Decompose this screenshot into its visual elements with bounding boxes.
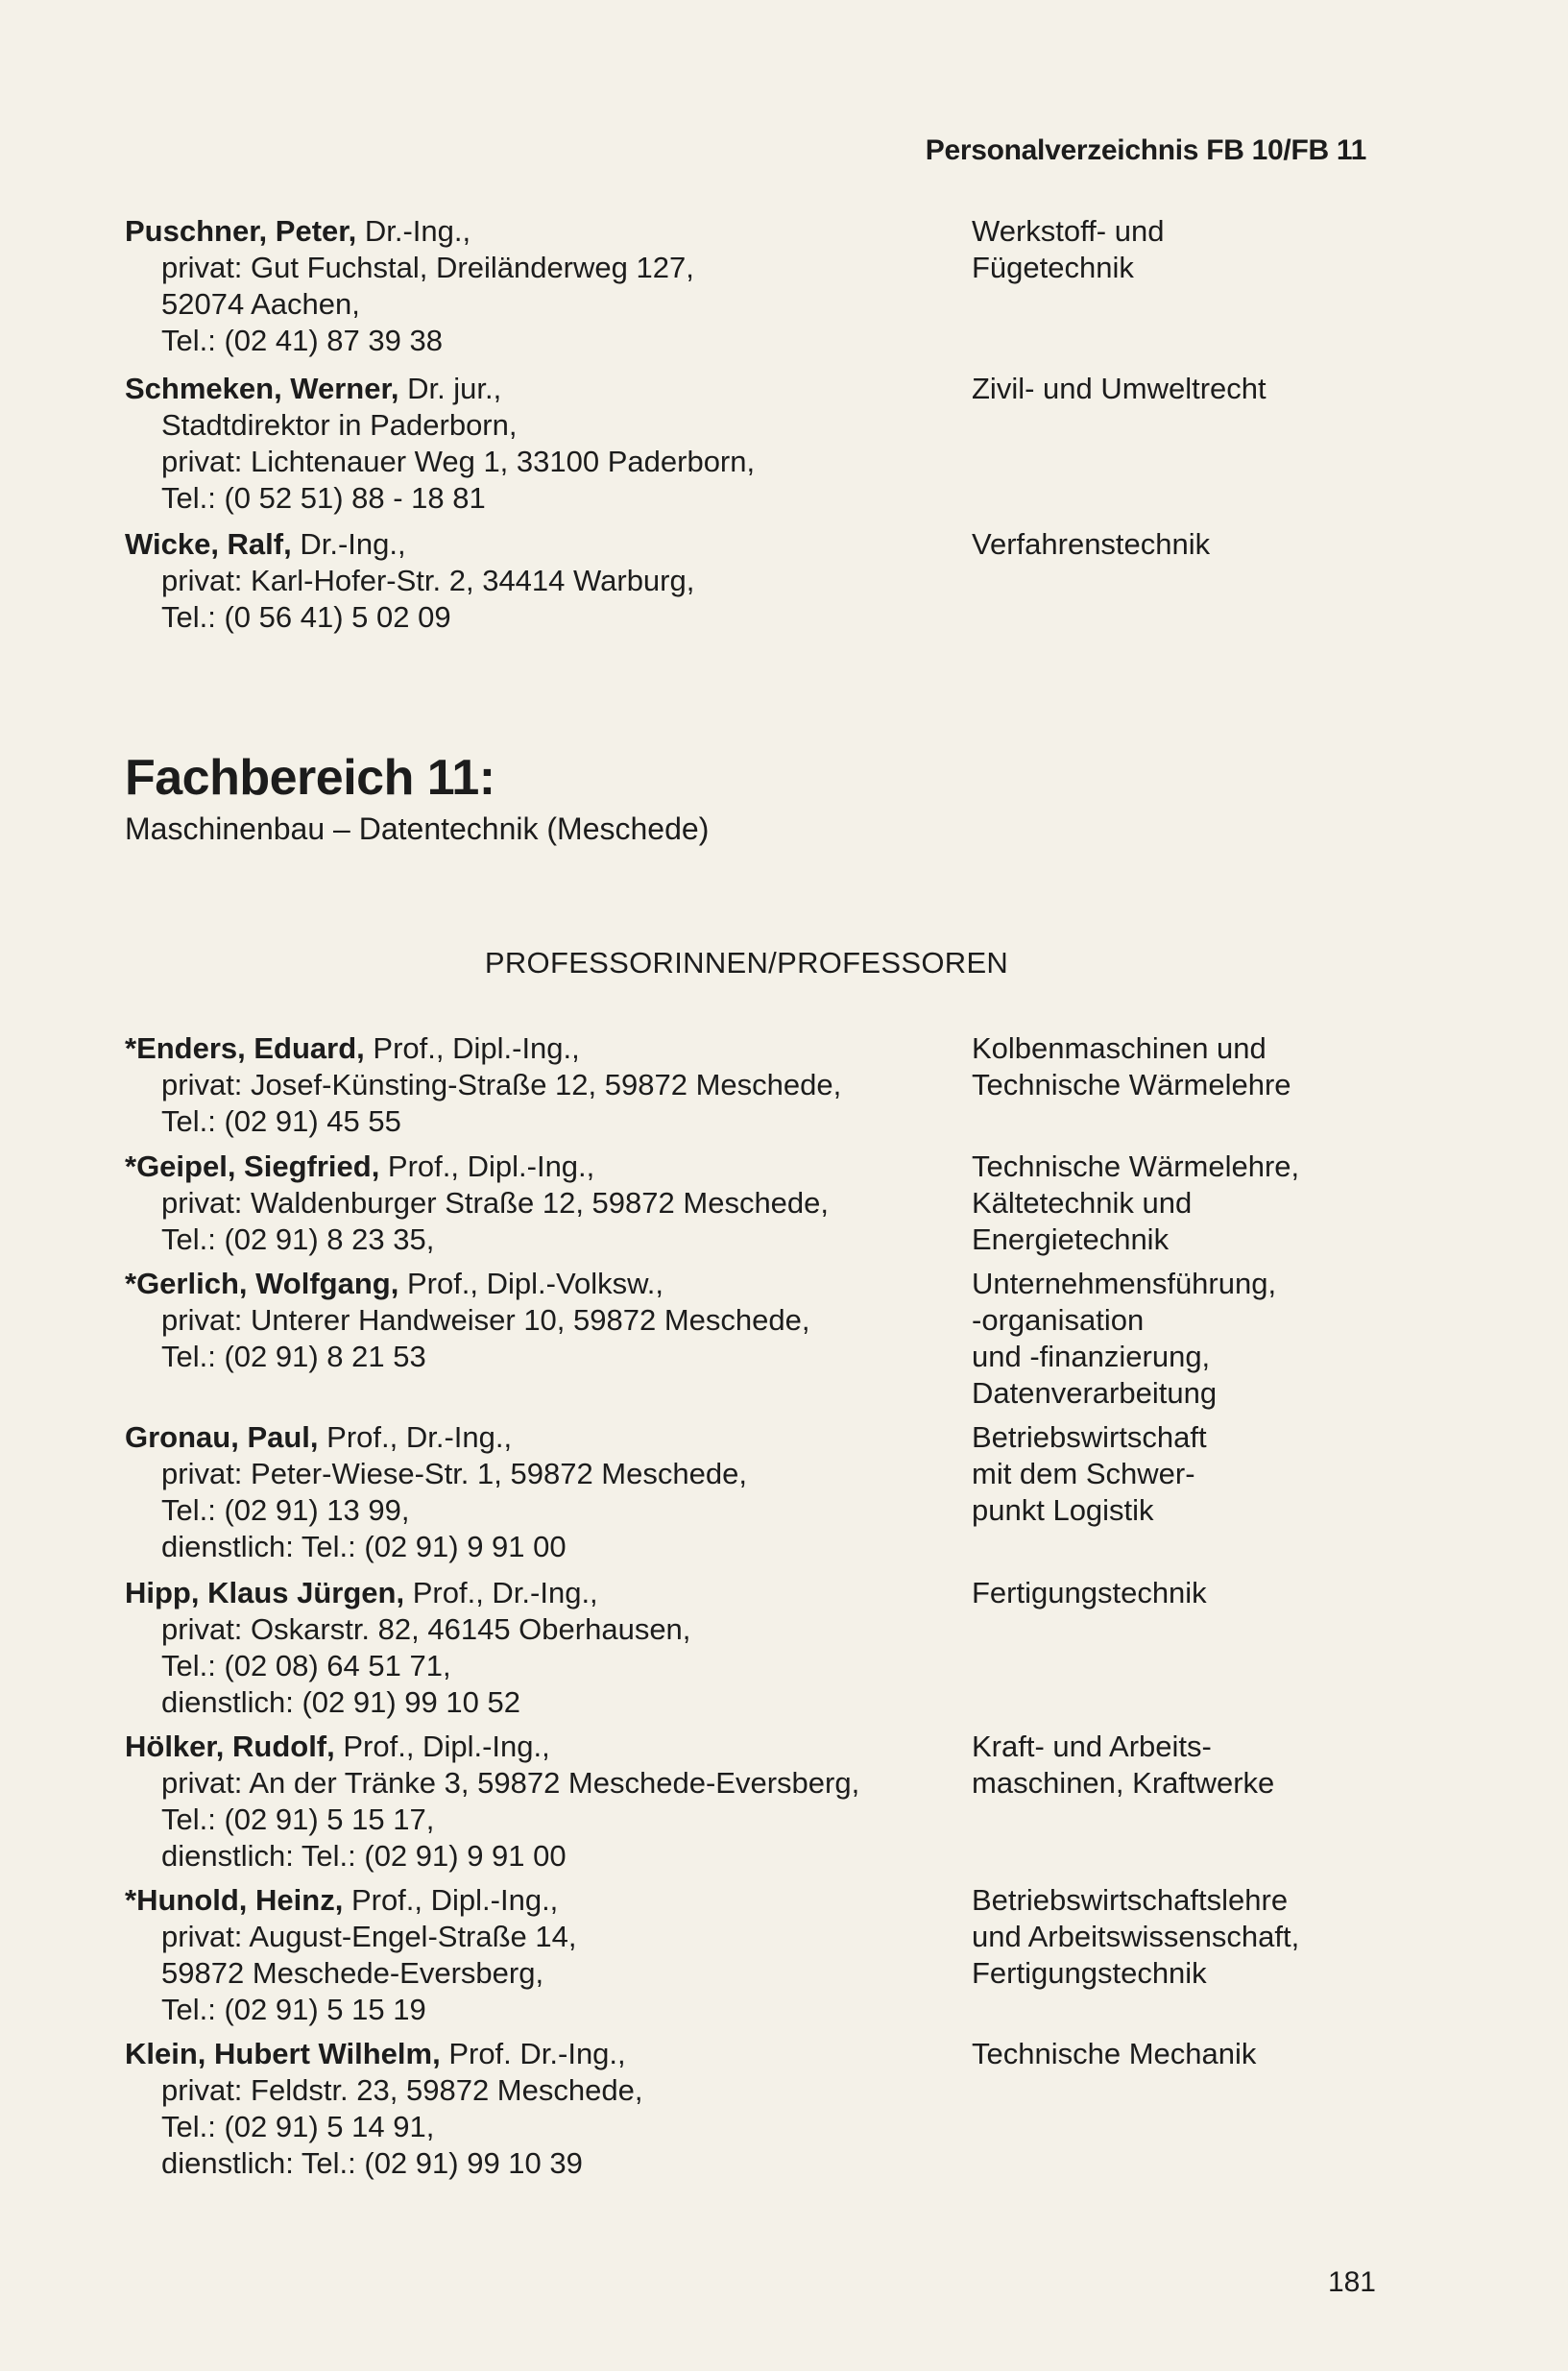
person-name: Schmeken, Werner, (125, 372, 399, 405)
address-line: privat: Waldenburger Straße 12, 59872 Meschede, (161, 1186, 830, 1220)
person-title: Dr.-Ing., (356, 214, 471, 248)
subject-line: Fügetechnik (972, 251, 1134, 284)
phone-line: Tel.: (02 91) 5 15 19 (161, 1993, 426, 2026)
address-line: 52074 Aachen, (161, 287, 360, 321)
person-title: Prof., Dipl.-Ing., (364, 1031, 580, 1065)
person-name: *Hunold, Heinz, (125, 1883, 344, 1917)
subject-line: Technische Mechanik (972, 2037, 1257, 2070)
subject-line: Kolbenmaschinen und (972, 1031, 1266, 1065)
subject-line: Fertigungstechnik (972, 1956, 1207, 1990)
person-details (125, 1729, 951, 1875)
phone-line: Tel.: (02 91) 5 14 91, (161, 2110, 435, 2143)
person-details (125, 1266, 951, 1375)
subject-line: Kältetechnik und (972, 1186, 1193, 1220)
subject-line: Betriebswirtschaftslehre (972, 1883, 1289, 1917)
subject-line: Betriebswirtschaft (972, 1420, 1207, 1454)
person-title: Prof., Dipl.-Ing., (334, 1730, 550, 1763)
person-name: Puschner, Peter, (125, 214, 357, 248)
address-line: privat: Oskarstr. 82, 46145 Oberhausen, (161, 1612, 691, 1646)
subject-line: Technische Wärmelehre, (972, 1149, 1300, 1183)
person-title: Prof., Dr.-Ing., (404, 1576, 598, 1609)
person-title: Prof., Dipl.-Volksw., (398, 1267, 663, 1300)
subject-area (972, 213, 1413, 286)
person-title: Prof., Dr.-Ing., (318, 1420, 513, 1454)
person-details (125, 1575, 951, 1721)
subject-area (972, 1882, 1413, 1992)
phone-line: Tel.: (02 91) 8 23 35, (161, 1222, 435, 1256)
person-title: Dr. jur., (398, 372, 502, 405)
person-details (125, 1149, 951, 1258)
address-line: 59872 Meschede-Eversberg, (161, 1956, 544, 1990)
subject-line: Werkstoff- und (972, 214, 1165, 248)
person-name: Hipp, Klaus Jürgen, (125, 1576, 405, 1609)
person-title: Prof. Dr.-Ing., (440, 2037, 626, 2070)
office-phone-line: dienstlich: Tel.: (02 91) 9 91 00 (161, 1530, 567, 1563)
phone-line: Tel.: (02 91) 5 15 17, (161, 1802, 435, 1836)
person-details (125, 526, 951, 636)
office-phone-line: dienstlich: Tel.: (02 91) 9 91 00 (161, 1839, 567, 1873)
person-name: *Geipel, Siegfried, (125, 1149, 380, 1183)
subject-area (972, 526, 1413, 563)
subject-area (972, 1575, 1413, 1611)
subject-area (972, 1149, 1413, 1258)
department-subtitle: Maschinenbau – Datentechnik (Meschede) (125, 811, 710, 846)
subject-line: und -finanzierung, (972, 1340, 1211, 1373)
address-line: privat: Josef-Künsting-Straße 12, 59872 Meschede, (161, 1068, 842, 1101)
address-line: privat: Unterer Handweiser 10, 59872 Meschede, (161, 1303, 810, 1337)
subject-line: und Arbeitswissenschaft, (972, 1920, 1300, 1953)
address-line: privat: Karl-Hofer-Str. 2, 34414 Warburg, (161, 564, 695, 597)
address-line: privat: Lichtenauer Weg 1, 33100 Paderborn, (161, 445, 756, 478)
subject-line: Unternehmensführung, (972, 1267, 1277, 1300)
subject-area (972, 1729, 1413, 1802)
subject-line: Zivil- und Umweltrecht (972, 372, 1266, 405)
phone-line: Tel.: (02 91) 8 21 53 (161, 1340, 426, 1373)
subject-line: -organisation (972, 1303, 1145, 1337)
person-title: Prof., Dipl.-Ing., (379, 1149, 595, 1183)
subject-line: Kraft- und Arbeits- (972, 1730, 1212, 1763)
role-line: Stadtdirektor in Paderborn, (161, 408, 518, 442)
person-details (125, 1419, 951, 1565)
phone-line: Tel.: (02 41) 87 39 38 (161, 324, 443, 357)
person-name: *Enders, Eduard, (125, 1031, 365, 1065)
subject-line: mit dem Schwer- (972, 1457, 1195, 1490)
person-name: Gronau, Paul, (125, 1420, 319, 1454)
person-name: Klein, Hubert Wilhelm, (125, 2037, 441, 2070)
address-line: privat: Gut Fuchstal, Dreiländerweg 127, (161, 251, 694, 284)
person-details (125, 213, 951, 359)
subject-area (972, 371, 1413, 407)
section-heading: PROFESSORINNEN/PROFESSOREN (484, 946, 1009, 980)
subject-area (972, 1266, 1413, 1412)
office-phone-line: dienstlich: Tel.: (02 91) 99 10 39 (161, 2146, 583, 2180)
person-details (125, 371, 951, 517)
page-header: Personalverzeichnis FB 10/FB 11 (925, 134, 1366, 166)
address-line: privat: Feldstr. 23, 59872 Meschede, (161, 2073, 643, 2107)
phone-line: Tel.: (02 91) 13 99, (161, 1493, 410, 1527)
phone-line: Tel.: (02 91) 45 55 (161, 1104, 401, 1138)
subject-line: Fertigungstechnik (972, 1576, 1207, 1609)
address-line: privat: An der Tränke 3, 59872 Meschede-Eversberg, (161, 1766, 860, 1800)
person-name: *Gerlich, Wolfgang, (125, 1267, 399, 1300)
subject-line: Technische Wärmelehre (972, 1068, 1291, 1101)
subject-area (972, 1419, 1413, 1529)
person-name: Hölker, Rudolf, (125, 1730, 335, 1763)
person-title: Prof., Dipl.-Ing., (343, 1883, 559, 1917)
address-line: privat: August-Engel-Straße 14, (161, 1920, 577, 1953)
person-name: Wicke, Ralf, (125, 527, 292, 561)
subject-line: Verfahrenstechnik (972, 527, 1211, 561)
person-title: Dr.-Ing., (291, 527, 406, 561)
subject-area (972, 2036, 1413, 2072)
phone-line: Tel.: (0 56 41) 5 02 09 (161, 600, 451, 634)
subject-area (972, 1030, 1413, 1103)
address-line: privat: Peter-Wiese-Str. 1, 59872 Meschede, (161, 1457, 747, 1490)
person-details (125, 1882, 951, 2028)
department-title: Fachbereich 11: (125, 750, 495, 806)
subject-line: Energietechnik (972, 1222, 1170, 1256)
office-phone-line: dienstlich: (02 91) 99 10 52 (161, 1685, 520, 1719)
phone-line: Tel.: (02 08) 64 51 71, (161, 1649, 451, 1682)
page-number: 181 (1327, 2266, 1376, 2298)
phone-line: Tel.: (0 52 51) 88 - 18 81 (161, 481, 486, 515)
subject-line: maschinen, Kraftwerke (972, 1766, 1275, 1800)
person-details (125, 1030, 951, 1140)
subject-line: punkt Logistik (972, 1493, 1154, 1527)
person-details (125, 2036, 951, 2182)
subject-line: Datenverarbeitung (972, 1376, 1218, 1410)
